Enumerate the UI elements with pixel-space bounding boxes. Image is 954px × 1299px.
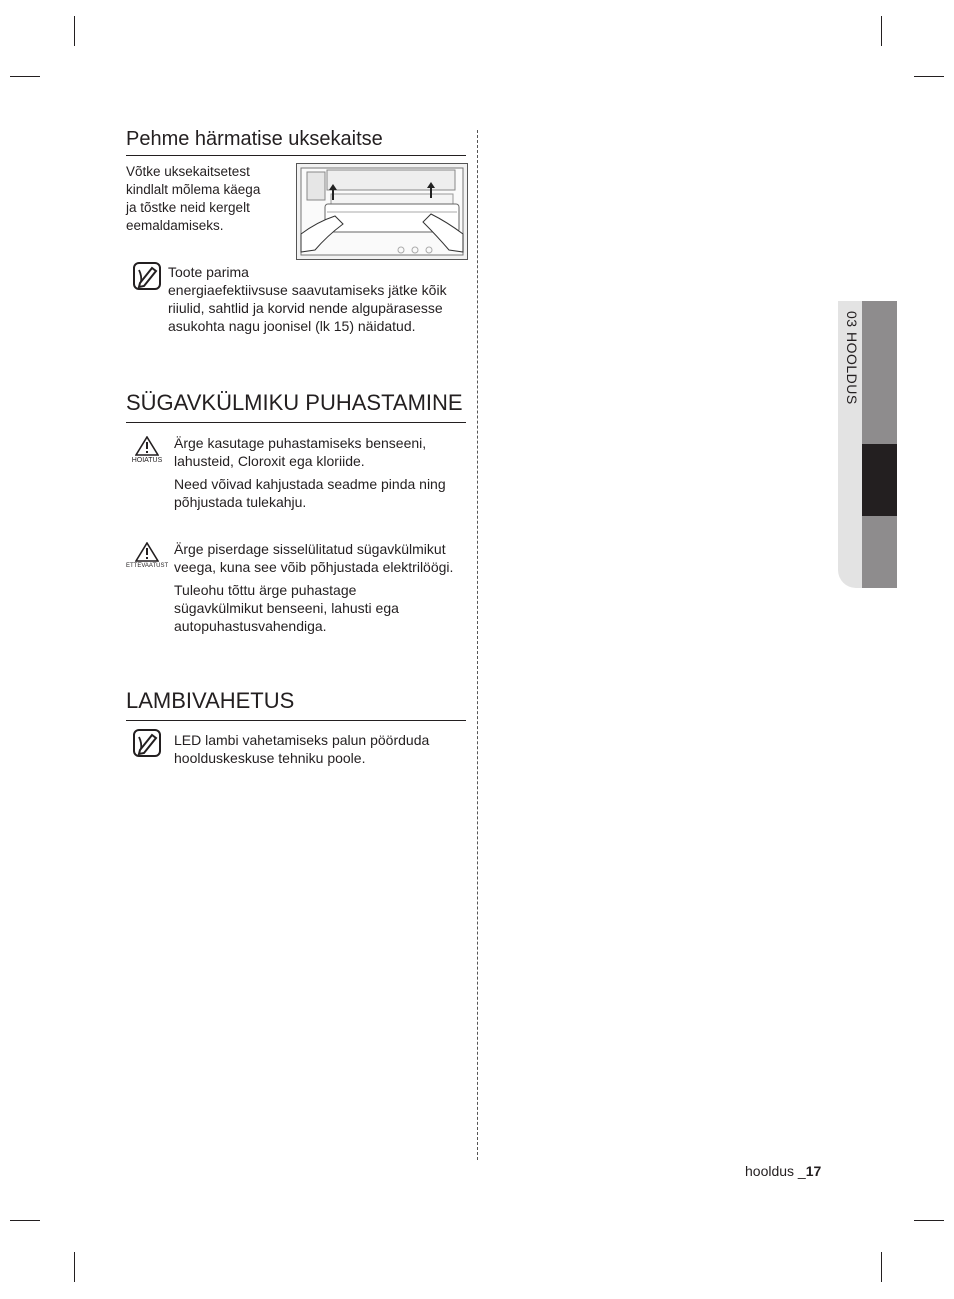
warning-text (174, 434, 469, 516)
chapter-label: 03 HOOLDUS (844, 311, 860, 405)
caution-line: veega, kuna see võib põhjustada elektrilöögi. (174, 559, 454, 575)
note-pencil-icon (133, 262, 161, 290)
section-title-lamp-replacement: LAMBIVAHETUS (126, 688, 466, 721)
instruction-line: ja tõstke neid kergelt (126, 200, 250, 215)
crop-mark-top-right-h (914, 76, 944, 77)
instruction-line: eemaldamiseks. (126, 218, 224, 233)
chapter-side-tab (838, 301, 897, 588)
note-pencil-icon (133, 729, 161, 757)
crop-mark-bottom-right-h (914, 1220, 944, 1221)
caution-triangle-icon (126, 542, 168, 569)
section-title-freezer-cleaning: SÜGAVKÜLMIKU PUHASTAMINE (126, 390, 466, 423)
caution-label: ETTEVAATUST (126, 563, 169, 569)
note-line: asukohta nagu joonisel (lk 15) näidatud. (168, 318, 416, 334)
crop-mark-bottom-right (881, 1252, 882, 1282)
note-line: riiulid, sahtlid ja korvid nende algupärasesse (168, 300, 443, 316)
warning-line: Ärge kasutage puhastamiseks benseeni, (174, 435, 427, 451)
warning-line: Need võivad kahjustada seadme pinda ning (174, 476, 446, 492)
page-number: 17 (805, 1163, 822, 1179)
warning-triangle-icon (126, 436, 168, 464)
caution-line: sügavkülmikut benseeni, lahusti ega (174, 600, 399, 616)
page-footer (745, 1163, 821, 1179)
section-title-door-guard: Pehme härmatise uksekaitse (126, 128, 466, 156)
instruction-line: Võtke uksekaitsetest (126, 164, 250, 179)
note-line: hoolduskeskuse tehniku poole. (174, 750, 366, 766)
caution-line: autopuhastusvahendiga. (174, 618, 327, 634)
crop-mark-top-right (881, 16, 882, 46)
column-divider (477, 130, 478, 1160)
door-guard-illustration (296, 163, 468, 260)
warning-label: HOIATUS (131, 457, 163, 464)
caution-line: Tuleohu tõttu ärge puhastage (174, 582, 357, 598)
crop-mark-top-left (74, 16, 75, 46)
note-lamp-text (174, 731, 469, 767)
crop-mark-bottom-left-h (10, 1220, 40, 1221)
instruction-text (126, 163, 291, 235)
warning-line: lahusteid, Cloroxit ega kloriide. (174, 453, 365, 469)
note-energy-text (168, 263, 468, 335)
footer-label: hooldus _ (745, 1163, 806, 1179)
note-line: energiaefektiivsuse saavutamiseks jätke kõik (168, 282, 447, 298)
crop-mark-bottom-left (74, 1252, 75, 1282)
warning-line: põhjustada tulekahju. (174, 494, 307, 510)
note-line: Toote parima (168, 264, 249, 280)
caution-line: Ärge piserdage sisselülitatud sügavkülmikut (174, 541, 446, 557)
caution-text (174, 540, 469, 640)
instruction-line: kindlalt mõlema käega (126, 182, 261, 197)
note-line: LED lambi vahetamiseks palun pöörduda (174, 732, 430, 748)
crop-mark-top-left-h (10, 76, 40, 77)
